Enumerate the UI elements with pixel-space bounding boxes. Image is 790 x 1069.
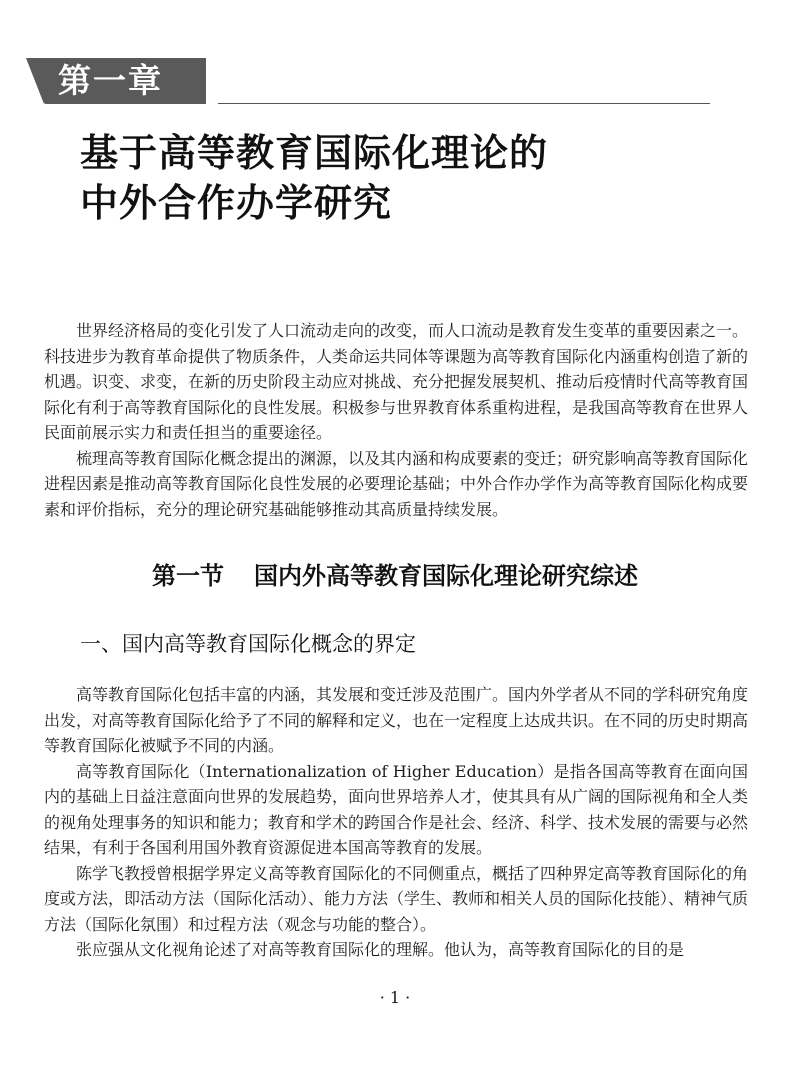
paragraph: 张应强从文化视角论述了对高等教育国际化的理解。他认为，高等教育国际化的目的是 — [76, 940, 685, 959]
chapter-title-line2: 中外合作办学研究 — [80, 181, 393, 225]
intro-text — [44, 318, 748, 522]
chapter-title-line1: 基于高等教育国际化理论的 — [80, 131, 549, 175]
section-title: 国内外高等教育国际化理论研究综述 — [254, 562, 638, 590]
chapter-label-tab — [44, 58, 206, 104]
chapter-divider — [218, 103, 710, 104]
paragraph: 高等教育国际化包括丰富的内涵，其发展和变迁涉及范围广。国内外学者从不同的学科研究角度出发，对高等教育国际化给予了不同的解释和定义，也在一定程度上达成共识。在不同的历史时期高等教育国际化被赋予不同的内涵。 — [44, 685, 749, 755]
paragraph: 陈学飞教授曾根据学界定义高等教育国际化的不同侧重点，概括了四种界定高等教育国际化的角度或方法，即活动方法（国际化活动）、能力方法（学生、教师和相关人员的国际化技能）、精神气质方法（国际化氛围）和过程方法（观念与功能的整合）。 — [44, 863, 749, 934]
page-number: · 1 · — [379, 988, 411, 1007]
main-text — [44, 682, 748, 963]
section-heading — [0, 556, 790, 591]
paragraph: 梳理高等教育国际化概念提出的渊源，以及其内涵和构成要素的变迁；研究影响高等教育国际化进程因素是推动高等教育国际化良性发展的必要理论基础；中外合作办学作为高等教育国际化构成要素和评价指标，充分的理论研究基础能够推动其高质量持续发展。 — [44, 448, 749, 519]
subsection-heading: 一、国内高等教育国际化概念的界定 — [80, 632, 416, 656]
paragraph: 高等教育国际化（Internationalization of Higher Education）是指各国高等教育在面向国内的基础上日益注意面向世界的发展趋势，面向世界培养人才，使其具有从广阔的国际视角和全人类的视角处理事务的知识和能力；教育和学术的跨国合作是社会、经济、科学、技术发展的需要与必然结果，有利于各国利用国外教育资源促进本国高等教育的发展。 — [44, 761, 749, 857]
paragraph: 世界经济格局的变化引发了人口流动走向的改变，而人口流动是教育发生变革的重要因素之一。科技进步为教育革命提供了物质条件，人类命运共同体等课题为高等教育国际化内涵重构创造了新的机遇。识变、求变，在新的历史阶段主动应对挑战、充分把握发展契机、推动后疫情时代高等教育国际化有利于高等教育国际化的良性发展。积极参与世界教育体系重构进程，是我国高等教育在世界人民面前展示实力和责任担当的重要途径。 — [44, 321, 749, 442]
chapter-title — [80, 128, 720, 228]
chapter-label: 第一章 — [58, 61, 163, 100]
section-number: 第一节 — [152, 562, 224, 590]
